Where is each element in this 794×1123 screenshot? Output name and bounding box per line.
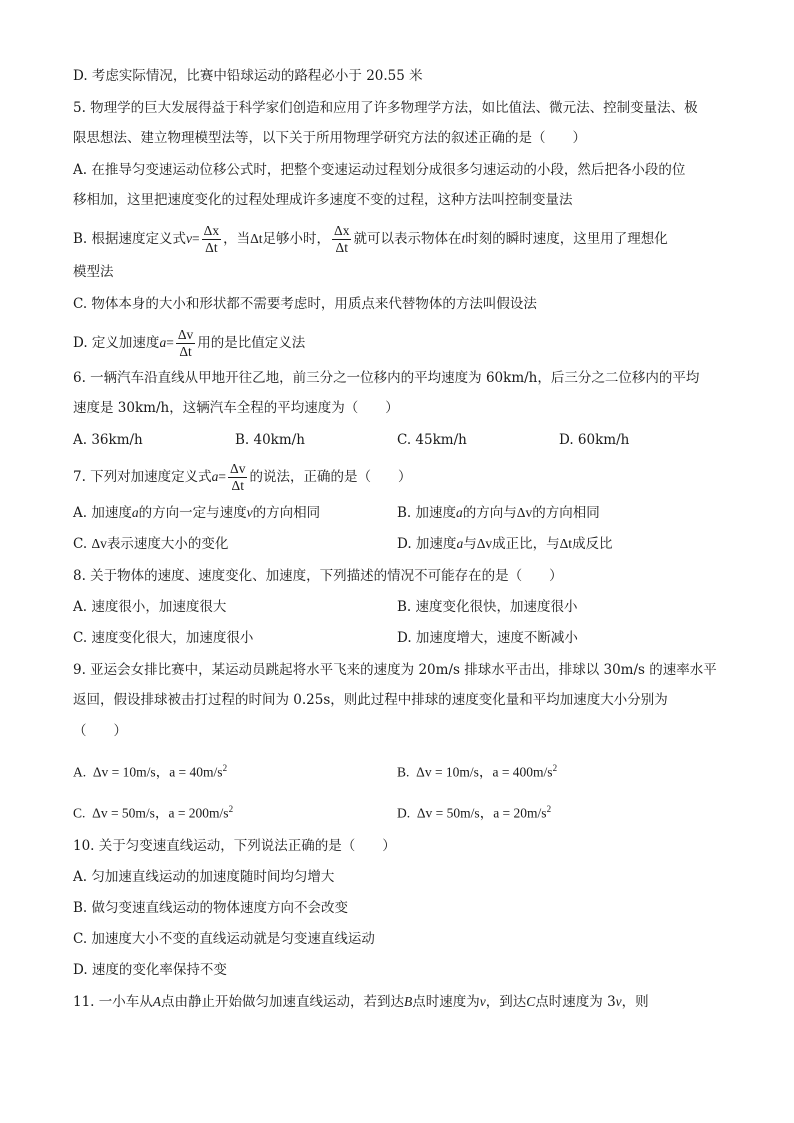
q7-option-b-prefix: B. 加速度 [397,505,457,521]
fraction-numerator [332,223,351,240]
delta-t: Δt [559,536,573,551]
equals-sign: = [192,231,200,246]
q8-option-a: A. 速度很小，加速度很大 [73,599,227,615]
q10-option-c: C. 加速度大小不变的直线运动就是匀变速直线运动 [73,931,375,947]
delta-t: Δt [335,240,348,255]
delta-t: Δt [179,344,192,359]
comma: ， [154,805,169,821]
comma: ， [479,805,494,821]
delta-v: Δv [177,327,194,342]
q7-stem-prefix: 7. 下列对加速度定义式 [73,469,212,485]
q6-stem-line2: 速度是 30km/h，这辆汽车全程的平均速度为（ ） [73,400,399,416]
q9-stem-line2: 返回，假设排球被击打过程的时间为 0.25s，则此过程中排球的速度变化量和平均加速度大小分别为 [73,692,668,708]
var-v: v [615,994,622,1009]
q4-option-d: D. 考虑实际情况，比赛中铅球运动的路程必小于 20.55 米 [73,68,423,84]
fraction-numerator [228,461,247,478]
q11-stem-mid2: 点时速度为 [412,994,480,1010]
comma: ， [478,764,493,780]
q6-option-c: C. 45km/h [397,432,467,448]
q7-option-c-suffix: 表示速度大小的变化 [106,536,229,552]
point-a: A [152,994,162,1009]
fraction-numerator [202,223,221,240]
q10-stem: 10. 关于匀变速直线运动，下列说法正确的是（ ） [73,838,396,854]
q5-stem-line1: 5. 物理学的巨大发展得益于科学家们创造和应用了许多物理学方法，如比值法、微元法、控制变量法、极 [73,100,698,116]
fraction-denominator [202,240,221,256]
q7-option-d-mid1: 与 [463,536,477,552]
q5-option-b-post1: 就可以表示物体在 [353,231,462,247]
q5-option-b-post2: 时刻的瞬时速度，这里用了理想化 [465,231,668,247]
equals-sign: = [166,335,174,350]
delta-t: Δt [231,478,244,493]
var-v: v [186,231,193,246]
comma: ， [155,764,170,780]
q7-option-b-suffix: 的方向相同 [532,505,600,521]
delta-v-value: Δv = 10m/s [416,764,479,780]
delta-t: Δt [205,240,218,255]
option-label: D. [397,805,411,821]
q7-option-c [73,534,228,554]
superscript-2: 2 [546,804,552,814]
delta-v-value: Δv = 10m/s [92,764,156,780]
q11-stem-mid3: ，到达 [485,994,527,1010]
var-v: v [479,994,486,1009]
delta-v-value: Δv = 50m/s [92,805,155,821]
fraction-numerator [176,327,195,344]
q10-option-a: A. 匀加速直线运动的加速度随时间均匀增大 [73,869,335,885]
q5-option-b-mid2: 足够小时， [262,231,331,247]
fraction-dv-dt [228,461,247,494]
equals-sign: = [218,469,227,484]
fraction-denominator [228,478,247,494]
delta-v: Δv [230,461,246,476]
q7-option-b-mid: 的方向与 [462,505,517,521]
acceleration-value: a = 200m/s [168,805,229,821]
q7-stem [73,460,724,494]
q5-option-a-line2: 移相加，这里把速度变化的过程处理成许多速度不变的过程，这种方法叫控制变量法 [73,192,573,208]
option-label: C. [73,805,86,821]
q8-stem: 8. 关于物体的速度、速度变化、加速度，下列描述的情况不可能存在的是（ ） [73,568,563,584]
q5-option-d-suffix: 用的是比值定义法 [197,335,306,351]
q9-option-a [73,758,227,783]
acceleration-value: a = 20m/s [493,805,547,821]
q5-option-d [73,326,724,360]
superscript-2: 2 [228,804,234,814]
fraction-denominator [176,344,195,360]
q9-stem-line1: 9. 亚运会女排比赛中，某运动员跳起将水平飞来的速度为 20m/s 排球水平击出，排球以 30m/s 的速率水平 [73,662,717,678]
q6-option-b: B. 40km/h [235,432,305,448]
fraction-dx-dt [202,223,221,256]
q5-option-b-line2: 模型法 [73,264,114,280]
q7-stem-suffix: 的说法，正确的是（ ） [249,469,412,485]
q8-option-b: B. 速度变化很快，加速度很小 [397,599,578,615]
delta-v: Δv [91,536,107,551]
q5-option-a-line1: A. 在推导匀变速运动位移公式时，把整个变速运动过程划分成很多匀速运动的小段，然后把各小段的位 [73,162,686,178]
q7-option-c-prefix: C. [73,536,92,552]
var-t: t [461,231,466,246]
q6-option-d: D. 60km/h [559,432,630,448]
delta-v: Δv [476,536,493,551]
var-a: a [159,335,167,350]
q7-option-d-mid2: 成正比，与 [492,536,560,552]
q7-option-d [397,534,613,554]
q7-option-d-suffix: 成反比 [572,536,613,552]
acceleration-value: a = 40m/s [169,764,223,780]
point-b: B [404,994,413,1009]
delta-x: Δx [203,223,220,238]
q5-option-c: C. 物体本身的大小和形状都不需要考虑时，用质点来代替物体的方法叫假设法 [73,296,537,312]
fraction-dx-dt-2 [332,223,351,256]
q7-option-d-prefix: D. 加速度 [397,536,457,552]
q7-option-b [397,503,600,523]
q11-stem-suffix: ，则 [621,994,649,1010]
var-a: a [131,505,139,520]
q6-option-a: A. 36km/h [73,432,143,448]
point-c: C [526,994,536,1009]
q6-stem-line1: 6. 一辆汽车沿直线从甲地开往乙地，前三分之一位移内的平均速度为 60km/h，后三分之二位移内的平均 [73,370,700,386]
q7-option-a-mid: 的方向一定与速度 [138,505,247,521]
q10-option-b: B. 做匀变速直线运动的物体速度方向不会改变 [73,900,349,916]
q5-option-b-line1 [73,222,724,256]
q7-option-a [73,503,320,523]
superscript-2: 2 [552,763,558,773]
delta-x: Δx [334,223,350,238]
var-v: v [246,505,253,520]
q8-option-c: C. 速度变化很大，加速度很小 [73,630,254,646]
q5-option-b-mid1: ，当 [223,231,251,247]
q5-option-b-prefix: B. 根据速度定义式 [73,231,187,247]
var-a: a [211,469,219,484]
q11-stem-mid1: 点由静止开始做匀加速直线运动，若到达 [161,994,405,1010]
fraction-denominator [332,240,351,256]
delta-v-value: Δv = 50m/s [416,805,480,821]
q11-stem-mid4: 点时速度为 3 [535,994,616,1010]
q11-stem-prefix: 11. 一小车从 [73,994,153,1010]
option-label: B. [397,764,410,780]
delta-v: Δv [516,505,533,520]
q5-stem-line2: 限思想法、建立物理模型法等，以下关于所用物理学研究方法的叙述正确的是（ ） [73,130,586,146]
fraction-dv-dt [176,327,195,360]
var-a: a [456,505,463,520]
q9-option-d [397,799,551,824]
q10-option-d: D. 速度的变化率保持不变 [73,962,227,978]
acceleration-value: a = 400m/s [492,764,553,780]
q9-stem-line3: （ ） [73,723,127,739]
q9-option-c [73,799,233,824]
option-label: A. [73,764,87,780]
q8-option-d: D. 加速度增大，速度不断减小 [397,630,578,646]
q7-option-a-suffix: 的方向相同 [252,505,321,521]
q9-option-b [397,758,557,783]
q5-option-d-prefix: D. 定义加速度 [73,335,160,351]
q11-stem [73,992,724,1012]
q7-option-a-prefix: A. 加速度 [73,505,132,521]
delta-t-inline: Δt [250,231,263,246]
superscript-2: 2 [222,763,228,773]
var-a: a [456,536,464,551]
